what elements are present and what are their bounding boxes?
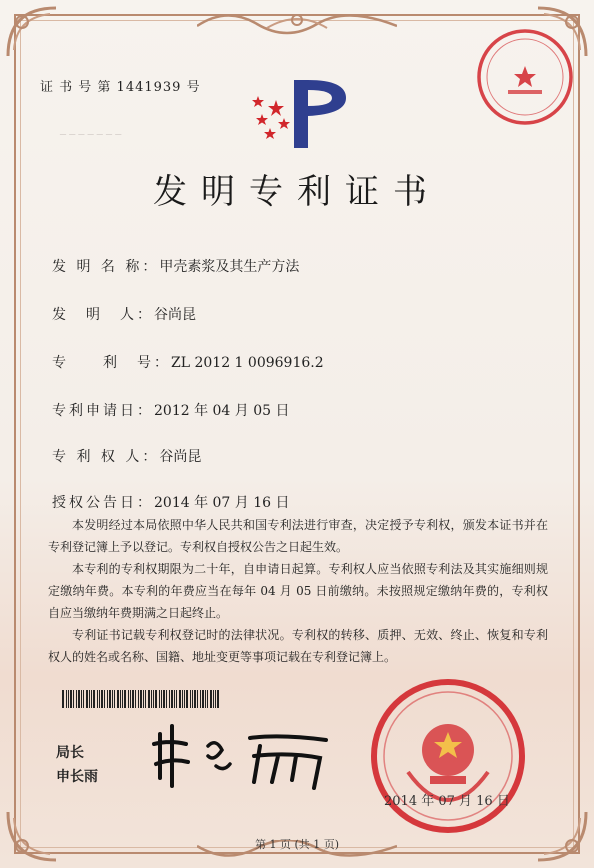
field-label: 专 利 号：	[52, 355, 171, 371]
barcode-bar	[93, 690, 95, 708]
field-patentee	[52, 446, 201, 466]
barcode-bar	[83, 690, 84, 708]
barcode-bar	[107, 690, 108, 708]
barcode-bar	[148, 690, 150, 708]
barcode-bar	[200, 690, 201, 708]
barcode-bar	[153, 690, 154, 708]
barcode-bar	[186, 690, 188, 708]
barcode-bar	[109, 690, 111, 708]
barcode-bar	[86, 690, 88, 708]
barcode-bar	[140, 690, 142, 708]
barcode-bar	[159, 690, 160, 708]
barcode-bar	[132, 690, 134, 708]
certificate-title: 发明专利证书	[153, 172, 441, 212]
barcode-bar	[122, 690, 123, 708]
certificate-number-value: 1441939	[116, 80, 182, 95]
barcode-bar	[143, 690, 144, 708]
barcode-bar	[138, 690, 139, 708]
director-name: 申长雨	[56, 769, 98, 785]
field-inventor	[52, 304, 196, 324]
barcode-bar	[99, 690, 100, 708]
field-label: 发 明 名 称：	[52, 259, 160, 275]
stamp-seal-icon	[474, 26, 576, 128]
top-ornament-icon	[197, 6, 397, 36]
barcode-bar	[78, 690, 80, 708]
barcode-bar	[210, 690, 212, 708]
field-value: 甲壳素浆及其生产方法	[159, 259, 300, 275]
barcode-bar	[112, 690, 113, 708]
barcode-bar	[101, 690, 103, 708]
barcode-bar	[117, 690, 119, 708]
barcode-bar	[213, 690, 214, 708]
field-value: ZL 2012 1 0096916.2	[171, 355, 324, 371]
barcode-bar	[89, 690, 90, 708]
field-label: 授权公告日：	[52, 495, 154, 511]
barcode-bar	[171, 690, 173, 708]
barcode-bar	[114, 690, 115, 708]
barcode-bar	[97, 690, 98, 708]
barcode-bar	[169, 690, 170, 708]
barcode-bar	[202, 690, 204, 708]
barcode-bar	[73, 690, 74, 708]
barcode-bar	[215, 690, 216, 708]
barcode-bar	[91, 690, 92, 708]
barcode-bar	[62, 690, 64, 708]
barcode-bar	[66, 690, 67, 708]
page-number: 第 1 页 (共 1 页)	[254, 838, 340, 851]
body-paragraph: 专利证书记载专利权登记时的法律状况。专利权的转移、质押、无效、终止、恢复和专利权人的姓名或名称、国籍、地址变更等事项记载在专利登记簿上。	[48, 628, 548, 664]
director-title: 局长	[56, 745, 84, 761]
barcode-bar	[135, 690, 136, 708]
field-label: 专 利 权 人：	[52, 449, 160, 465]
field-grant-date	[52, 492, 290, 512]
barcode-bar	[161, 690, 162, 708]
barcode-bar	[120, 690, 121, 708]
barcode-bar	[145, 690, 146, 708]
certificate-number	[40, 76, 201, 95]
barcode-bar	[207, 690, 208, 708]
field-label: 发 明 人：	[52, 307, 154, 323]
certificate-number-label: 证 书 号 第	[40, 80, 112, 95]
barcode-bar	[76, 690, 77, 708]
field-patent-number	[52, 352, 324, 372]
barcode-bar	[68, 690, 69, 708]
barcode-bar	[176, 690, 177, 708]
faint-watermark: ─ ─ ─ ─ ─ ─ ─	[60, 130, 122, 141]
certificate-number-suffix: 号	[186, 80, 201, 95]
barcode-bar	[192, 690, 193, 708]
barcode-bar	[130, 690, 131, 708]
field-value: 2012 年 04 月 05 日	[154, 403, 290, 419]
corner-ornament-icon	[4, 4, 60, 60]
barcode-bar	[217, 690, 219, 708]
patent-office-logo-icon	[250, 70, 350, 154]
barcode-bar	[184, 690, 185, 708]
field-invention-name	[52, 256, 299, 276]
barcode-bar	[182, 690, 183, 708]
field-value: 2014 年 07 月 16 日	[154, 495, 290, 511]
barcode-bar	[163, 690, 165, 708]
barcode-bar	[104, 690, 105, 708]
barcode-bar	[151, 690, 152, 708]
barcode-icon	[62, 690, 222, 708]
barcode-bar	[179, 690, 181, 708]
field-application-date	[52, 400, 290, 420]
barcode-bar	[128, 690, 129, 708]
issue-date: 2014 年 07 月 16 日	[384, 794, 510, 809]
national-ip-office-seal-icon	[368, 676, 528, 836]
field-value: 谷尚昆	[159, 449, 202, 465]
barcode-bar	[194, 690, 196, 708]
field-label: 专利申请日：	[52, 403, 154, 419]
barcode-bar	[124, 690, 126, 708]
field-value: 谷尚昆	[154, 307, 196, 323]
body-paragraph: 本专利的专利权期限为二十年，自申请日起算。专利权人应当依照专利法及其实施细则规定缴纳年费。本专利的年费应当在每年 04 月 05 日前缴纳。未按照规定缴纳年费的，专利权自应当缴纳年费期满之日起终止。	[48, 562, 548, 620]
barcode-bar	[70, 690, 72, 708]
body-paragraph: 本发明经过本局依照中华人民共和国专利法进行审查，决定授予专利权，颁发本证书并在专利登记簿上予以登记。专利权自授权公告之日起生效。	[48, 518, 548, 554]
barcode-bar	[190, 690, 191, 708]
barcode-bar	[197, 690, 198, 708]
barcode-bar	[166, 690, 167, 708]
barcode-bar	[81, 690, 82, 708]
barcode-bar	[155, 690, 157, 708]
barcode-bar	[174, 690, 175, 708]
barcode-bar	[205, 690, 206, 708]
handwritten-signature	[150, 716, 350, 796]
